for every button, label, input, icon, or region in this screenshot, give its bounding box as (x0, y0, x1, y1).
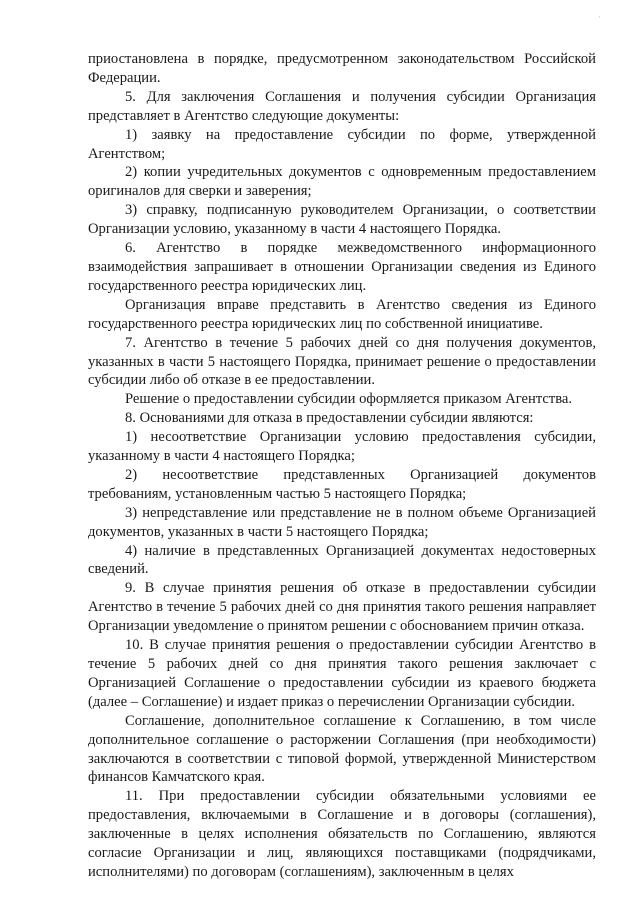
paragraph-item-10-note: Соглашение, дополнительное соглашение к Соглашению, в том числе дополнительное соглашение о расторжении Соглашения (при необходимости) заключаются в соответствии с типовой формой, утвержденной Министерством финансов Камчатского края. (88, 712, 596, 786)
paragraph-item-5: 5. Для заключения Соглашения и получения субсидии Организация представляет в Агентство следующие документы: (88, 88, 596, 124)
paragraph-item-5-3: 3) справку, подписанную руководителем Организации, о соответствии Организации условию, указанному в части 4 настоящего Порядка. (88, 202, 596, 238)
paragraph-item-7: 7. Агентство в течение 5 рабочих дней со дня получения документов, указанных в части 5 настоящего Порядка, принимает решение о предоставлении субсидии либо об отказе в ее предоставлении. (88, 334, 596, 389)
paragraph-item-6: 6. Агентство в порядке межведомственного информационного взаимодействия запрашивает в отношении Организации сведения из Единого государственного реестра юридических лиц. (88, 240, 596, 294)
paragraph-item-7-note: Решение о предоставлении субсидии оформляется приказом Агентства. (125, 391, 573, 408)
paragraph-item-9: 9. В случае принятия решения об отказе в предоставлении субсидии Агентство в течение 5 рабочих дней со дня принятия такого решения направляет Организации уведомление о принятом решении с обоснованием причин отказа. (88, 580, 596, 635)
paragraph-item-8-2: 2) несоответствие представленных Организацией документов требованиям, установленным частью 5 настоящего Порядка; (88, 466, 596, 502)
paragraph-item-10: 10. В случае принятия решения о предоставлении субсидии Агентство в течение 5 рабочих дней со дня принятия такого решения заключает с Организацией Соглашение о предоставлении субсидии из краевого бюджета (далее – Соглашение) и издает приказ о перечислении Организации субсидии. (88, 637, 596, 710)
paragraph-item-8-4: 4) наличие в представленных Организацией документах недостоверных сведений. (88, 542, 596, 578)
scan-mark: · (598, 13, 601, 22)
paragraph-item-5-1: 1) заявку на предоставление субсидии по форме, утвержденной Агентством; (88, 126, 596, 162)
paragraph-item-8: 8. Основаниями для отказа в предоставлении субсидии являются: (125, 410, 534, 427)
paragraph-item-8-3: 3) непредставление или представление не в полном объеме Организацией документов, указанных в части 5 настоящего Порядка; (88, 504, 596, 540)
document-body (88, 50, 596, 882)
paragraph-item-6-note: Организация вправе представить в Агентство сведения из Единого государственного реестра юридических лиц по собственной инициативе. (88, 296, 596, 332)
paragraph-continuation: приостановлена в порядке, предусмотренном законодательством Российской Федерации. (88, 51, 596, 86)
paragraph-item-11: 11. При предоставлении субсидии обязательными условиями ее предоставления, включаемыми в Соглашение и в договоры (соглашения), заключенные в целях исполнения обязательств по Соглашению, являются согласие Организации и лиц, являющихся поставщиками (подрядчиками, исполнителями) по договорам (соглашениям), заключенным в целях (88, 788, 596, 880)
paragraph-item-5-2: 2) копии учредительных документов с одновременным предоставлением оригиналов для сверки и заверения; (88, 164, 596, 200)
paragraph-item-8-1: 1) несоответствие Организации условию предоставления субсидии, указанному в части 4 настоящего Порядка; (88, 429, 596, 465)
